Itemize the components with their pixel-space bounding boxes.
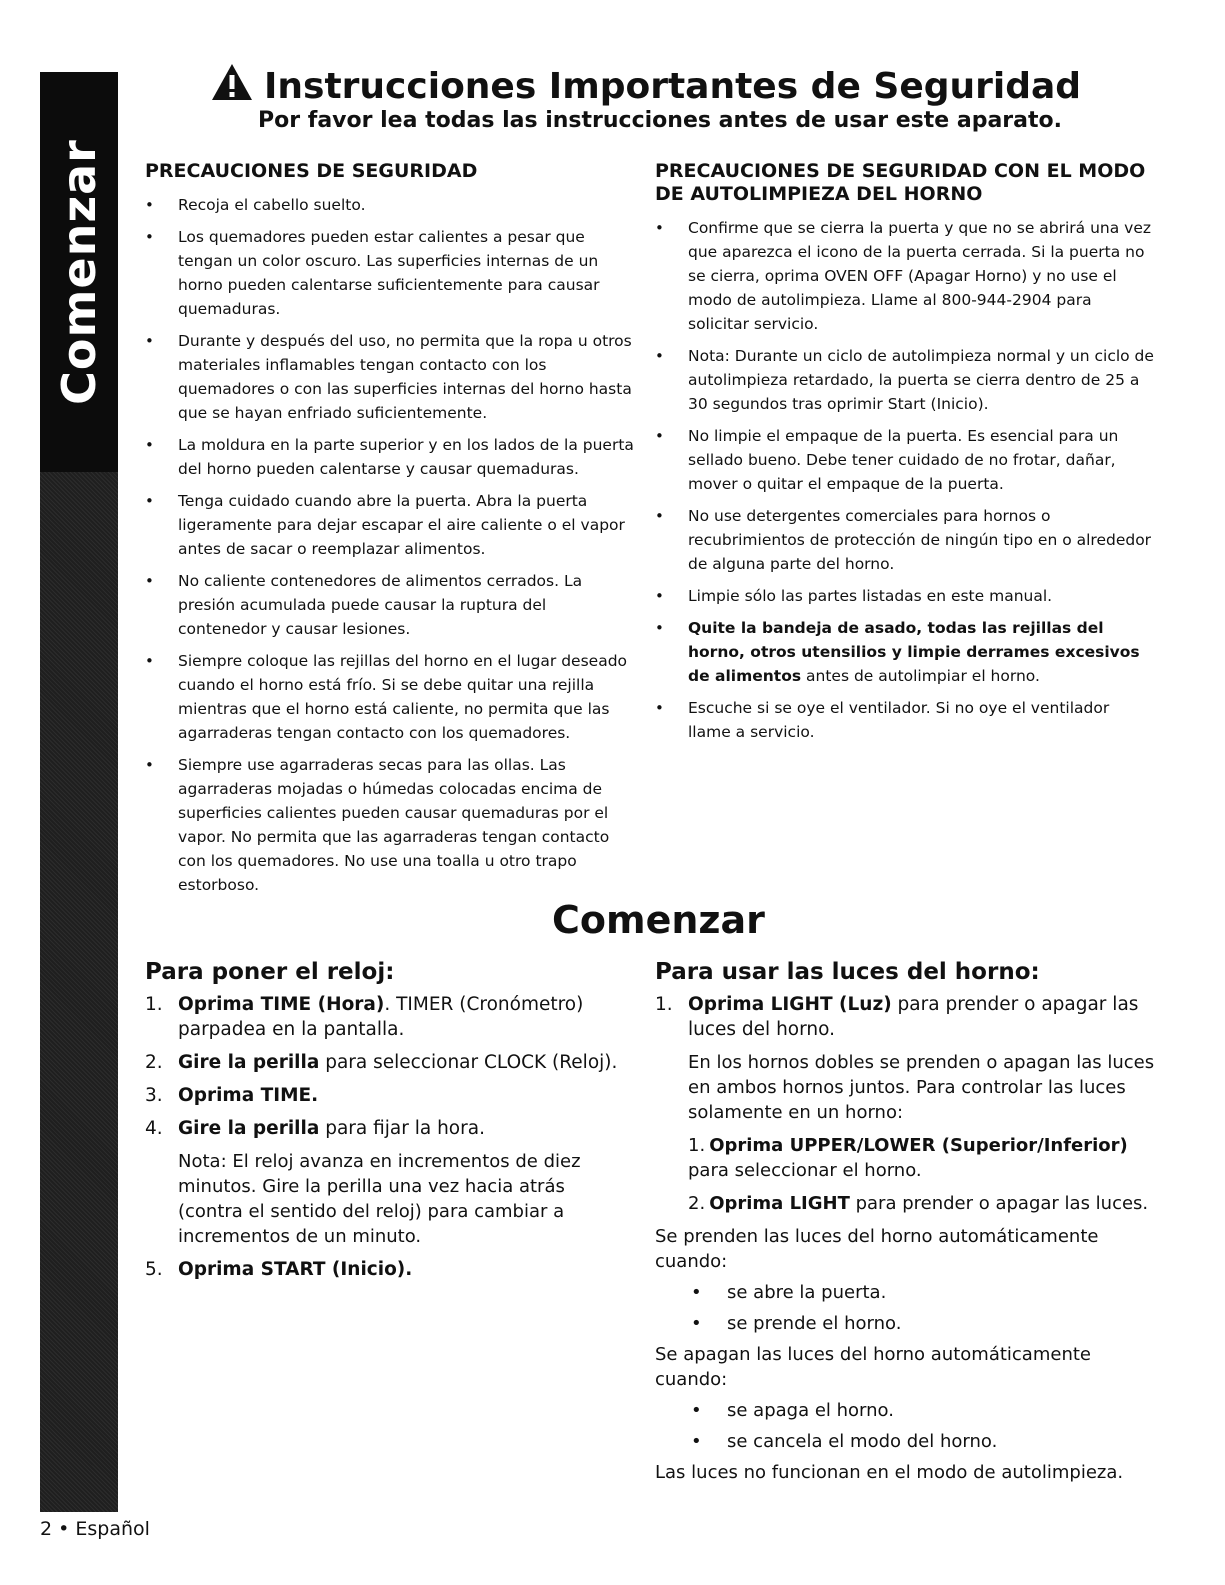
list-item: • No caliente contenedores de alimentos cerrados. La presión acumulada puede causar la ruptura del contenedor y causar lesiones. — [145, 572, 583, 638]
list-item: • se prende el horno. — [691, 1313, 902, 1334]
section-title: Comenzar — [552, 898, 765, 942]
list-item: 2. Gire la perilla para seleccionar CLOCK (Reloj). — [145, 1052, 618, 1073]
page-title-text: Instrucciones Importantes de Seguridad — [264, 66, 1082, 107]
list-item: • se apaga el horno. — [691, 1400, 894, 1421]
list-item: • Los quemadores pueden estar calientes a pesar que tengan un color oscuro. Las superficies internas de un horno pueden calentarse suficientemente para causar quemaduras. — [145, 228, 600, 318]
list-item: • Siempre coloque las rejillas del horno en el lugar deseado cuando el horno está frío. Si se debe quitar una rejilla mientras que el horno está caliente, no permita que las agarraderas tengan contacto con los quemadores. — [145, 652, 628, 742]
list-item: • Tenga cuidado cuando abre la puerta. Abra la puerta ligeramente para dejar escapar el aire caliente o el vapor antes de sacar o reemplazar alimentos. — [145, 492, 625, 558]
page-footer: 2 • Español — [40, 1518, 150, 1540]
lights-on-list — [655, 1280, 1155, 1336]
side-tab-label: Comenzar — [52, 139, 106, 405]
list-item: 4. Gire la perilla para fijar la hora. — [145, 1118, 485, 1139]
warning-icon — [210, 62, 254, 102]
list-item: 2. Oprima LIGHT para prender o apagar las luces. — [688, 1193, 1149, 1214]
list-item: • No use detergentes comerciales para hornos o recubrimientos de protección de ningún tipo en o alrededor de alguna parte del horno. — [655, 507, 1152, 573]
list-item: • se abre la puerta. — [691, 1282, 887, 1303]
lights-final-note: Las luces no funcionan en el modo de autolimpieza. — [655, 1462, 1124, 1483]
list-item: • Siempre use agarraderas secas para las ollas. Las agarraderas mojadas o húmedas colocadas encima de superficies calientes pueden causar quemaduras por el vapor. No permita que las agarraderas tengan contacto con los quemadores. No use una toalla u otro trapo estorboso. — [145, 756, 610, 894]
list-item: 1. Oprima TIME (Hora). TIMER (Cronómetro) parpadea en la pantalla. — [145, 994, 584, 1040]
clock-note: Nota: El reloj avanza en incrementos de diez minutos. Gire la perilla una vez hacia atrás (contra el sentido del reloj) para cambiar a incrementos de un minuto. — [178, 1151, 581, 1247]
lights-off-intro: Se apagan las luces del horno automáticamente cuando: — [655, 1344, 1091, 1390]
list-item: • No limpie el empaque de la puerta. Es esencial para un sellado bueno. Debe tener cuidado de no frotar, dañar, mover o quitar el empaque de la puerta. — [655, 427, 1119, 493]
list-item: • Confirme que se cierra la puerta y que no se abrirá una vez que aparezca el icono de la puerta cerrada. Si la puerta no se cierra, oprima OVEN OFF (Apagar Horno) y no use el modo de autolimpieza. Llame al 800-944-2904 para solicitar servicio. — [655, 219, 1152, 333]
list-item: 3. Oprima TIME. — [145, 1085, 319, 1106]
clock-heading: Para poner el reloj: — [145, 959, 395, 985]
lights-off-list — [655, 1398, 1155, 1454]
lights-on-intro: Se prenden las luces del horno automáticamente cuando: — [655, 1226, 1099, 1272]
page-subtitle: Por favor lea todas las instrucciones antes de usar este aparato. — [258, 108, 1062, 133]
list-item: • La moldura en la parte superior y en los lados de la puerta del horno pueden calentarse y causar quemaduras. — [145, 436, 634, 478]
list-item: • Durante y después del uso, no permita que la ropa u otros materiales inflamables tengan contacto con los quemadores o con las superficies internas del horno hasta que se hayan enfriado suficientemente. — [145, 332, 632, 422]
list-item: • Escuche si se oye el ventilador. Si no oye el ventilador llame a servicio. — [655, 699, 1110, 741]
list-item: • Quite la bandeja de asado, todas las rejillas del horno, otros utensilios y limpie derrames excesivos de alimentos antes de autolimpiar el horno. — [655, 619, 1140, 685]
list-item: • Nota: Durante un ciclo de autolimpieza normal y un ciclo de autolimpieza retardado, la puerta se cierra dentro de 25 a 30 segundos tras oprimir Start (Inicio). — [655, 347, 1154, 413]
safety-list — [145, 193, 635, 897]
lights-section — [655, 958, 1155, 1491]
list-item: 1. Oprima LIGHT (Luz) para prender o apagar las luces del horno. — [655, 994, 1139, 1040]
self-clean-column — [655, 160, 1155, 752]
list-item: 5. Oprima START (Inicio). — [145, 1259, 413, 1280]
double-ovens-text: En los hornos dobles se prenden o apagan las luces en ambos hornos juntos. Para controlar las luces solamente en un horno: — [688, 1052, 1155, 1123]
page-title — [210, 62, 1082, 107]
safety-left-column — [145, 160, 635, 905]
safety-heading: PRECAUCIONES DE SEGURIDAD — [145, 160, 478, 182]
self-clean-heading: PRECAUCIONES DE SEGURIDAD CON EL MODO DE AUTOLIMPIEZA DEL HORNO — [655, 160, 1146, 205]
list-item: 1. Oprima UPPER/LOWER (Superior/Inferior) para seleccionar el horno. — [688, 1135, 1128, 1181]
clock-section — [145, 958, 635, 1290]
list-item: • Recoja el cabello suelto. — [145, 196, 366, 214]
list-item: • se cancela el modo del horno. — [691, 1431, 998, 1452]
self-clean-list — [655, 216, 1155, 744]
side-tab — [40, 72, 118, 1512]
lights-heading: Para usar las luces del horno: — [655, 959, 1040, 985]
list-item: • Limpie sólo las partes listadas en este manual. — [655, 587, 1053, 605]
